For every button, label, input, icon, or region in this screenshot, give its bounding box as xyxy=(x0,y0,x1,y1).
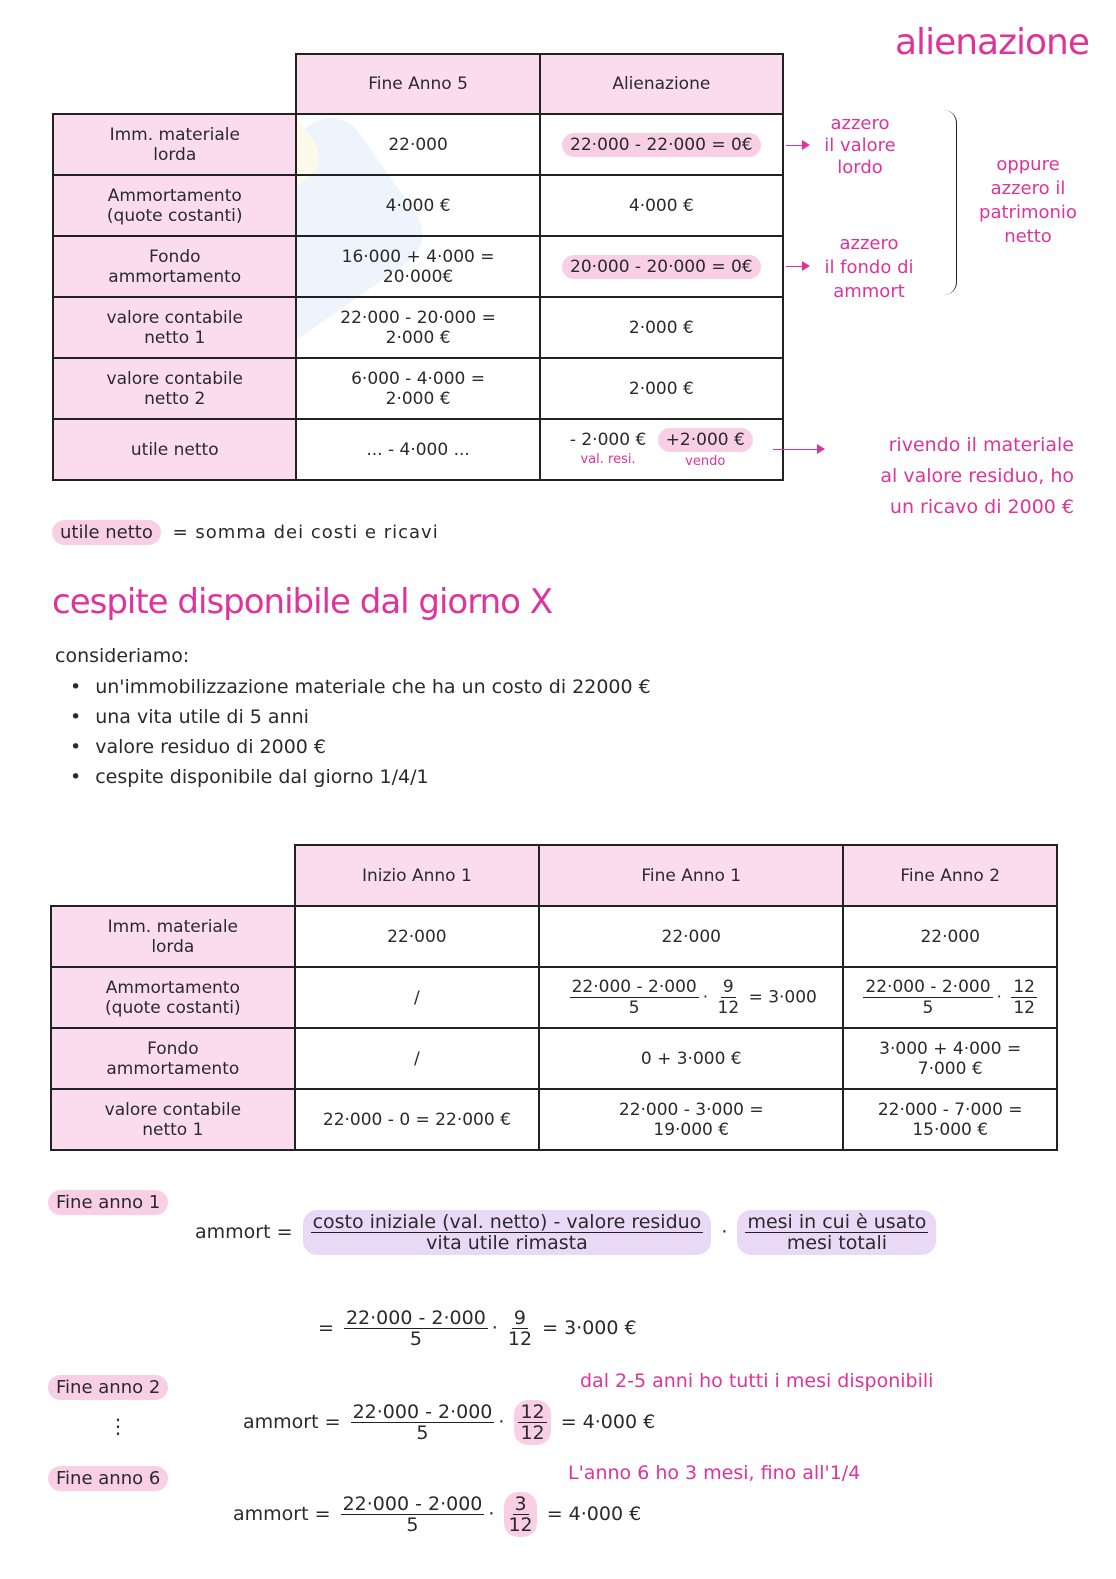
row-label: valore contabile netto 1 xyxy=(51,1089,295,1150)
cell-highlighted: 20·000 - 20·000 = 0€ xyxy=(540,236,783,297)
cell-fraction: $\frac{22\cdot 000 - 2\cdot 000}{5}$ · $\frac{12}{12}$ xyxy=(843,967,1057,1028)
cell: 0 + 3·000 € xyxy=(539,1028,843,1089)
cell: 22·000 xyxy=(843,906,1057,967)
cell-highlighted: 22·000 - 22·000 = 0€ xyxy=(540,114,783,175)
cell: 22·000 xyxy=(296,114,539,175)
note-azzero-lordo: azzero il valore lordo xyxy=(824,113,896,178)
cell: 6·000 - 4·000 = 2·000 € xyxy=(296,358,539,419)
calc-fine-anno-2: ammort = $\frac{22\cdot 000 - 2\cdot 000}{5}$ · $\frac{12}{12}$ = 4·000 € xyxy=(243,1401,656,1444)
cell: 16·000 + 4·000 = 20·000€ xyxy=(296,236,539,297)
row-label: valore contabile netto 2 xyxy=(53,358,296,419)
row-label: utile netto xyxy=(53,419,296,480)
arrow-icon xyxy=(786,145,808,146)
vertical-dots: ⋮ xyxy=(108,1414,128,1438)
col-header-alienazione: Alienazione xyxy=(540,54,783,114)
cell: 22·000 - 0 = 22·000 € xyxy=(295,1089,539,1150)
utile-definition: utile netto = somma dei costi e ricavi xyxy=(52,522,439,543)
list-item: • un'immobilizzazione materiale che ha un costo di 22000 € xyxy=(70,672,651,702)
cell: 22·000 - 7·000 = 15·000 € xyxy=(843,1089,1057,1150)
col-header-fine-anno-5: Fine Anno 5 xyxy=(296,54,539,114)
calc-fine-anno-6: ammort = $\frac{22\cdot 000 - 2\cdot 000}{5}$ · $\frac{3}{12}$ = 4·000 € xyxy=(233,1493,642,1536)
col-header-fine-anno-2: Fine Anno 2 xyxy=(843,845,1057,906)
brace-icon xyxy=(944,110,957,295)
cell: / xyxy=(295,967,539,1028)
list-item: • valore residuo di 2000 € xyxy=(70,732,651,762)
note-fine-anno-2: dal 2-5 anni ho tutti i mesi disponibili xyxy=(580,1370,934,1392)
row-label: Imm. materiale lorda xyxy=(53,114,296,175)
cell: 2·000 € xyxy=(540,358,783,419)
row-label: Ammortamento (quote costanti) xyxy=(51,967,295,1028)
cell: ... - 4·000 ... xyxy=(296,419,539,480)
label-fine-anno-6: Fine anno 6 xyxy=(48,1466,168,1491)
note-oppure: oppure azzero il patrimonio netto xyxy=(979,154,1077,247)
intro-text: consideriamo: xyxy=(55,645,190,667)
cell-utile-split: - 2·000 € val. resi. +2·000 € vendo xyxy=(540,419,783,480)
row-label: Ammortamento (quote costanti) xyxy=(53,175,296,236)
list-item: • una vita utile di 5 anni xyxy=(70,702,651,732)
row-label: Fondo ammortamento xyxy=(53,236,296,297)
section-title-alienazione: alienazione xyxy=(895,22,1089,63)
col-header-fine-anno-1: Fine Anno 1 xyxy=(539,845,843,906)
list-item: • cespite disponibile dal giorno 1/4/1 xyxy=(70,762,651,792)
section-title-cespite: cespite disponibile dal giorno X xyxy=(52,582,553,622)
note-fine-anno-6: L'anno 6 ho 3 mesi, fino all'1/4 xyxy=(568,1462,861,1484)
row-label: valore contabile netto 1 xyxy=(53,297,296,358)
cell: 22·000 - 20·000 = 2·000 € xyxy=(296,297,539,358)
cell: 4·000 € xyxy=(296,175,539,236)
label-fine-anno-2: Fine anno 2 xyxy=(48,1375,168,1400)
calc-fine-anno-1: = $\frac{22\cdot 000 - 2\cdot 000}{5}$ · $\frac{9}{12}$ = 3·000 € xyxy=(318,1307,637,1350)
row-label: Imm. materiale lorda xyxy=(51,906,295,967)
col-header-inizio-anno-1: Inizio Anno 1 xyxy=(295,845,539,906)
note-rivendo: rivendo il materiale al valore residuo, ho un ricavo di 2000 € xyxy=(880,434,1074,518)
note-azzero-fondo: azzero il fondo di ammort xyxy=(824,233,914,302)
cell: 22·000 xyxy=(539,906,843,967)
alienazione-table xyxy=(52,53,784,481)
general-formula: ammort = $\frac{\text{costo iniziale (val. netto) - valore residuo}}{\text{vita utile rimasta}}$ · $\frac{\text{mesi in cui è usato}}{\text{mesi totali}}$ xyxy=(195,1210,940,1255)
row-label: Fondo ammortamento xyxy=(51,1028,295,1089)
cell: 4·000 € xyxy=(540,175,783,236)
cell: 2·000 € xyxy=(540,297,783,358)
bullet-list xyxy=(70,672,651,792)
cell: 22·000 - 3·000 = 19·000 € xyxy=(539,1089,843,1150)
cespite-table xyxy=(50,844,1058,1151)
cell: / xyxy=(295,1028,539,1089)
arrow-icon xyxy=(786,266,808,267)
cell: 22·000 xyxy=(295,906,539,967)
arrow-icon xyxy=(773,449,823,450)
label-fine-anno-1: Fine anno 1 xyxy=(48,1190,168,1215)
cell: 3·000 + 4·000 = 7·000 € xyxy=(843,1028,1057,1089)
cell-fraction: $\frac{22\cdot 000 - 2\cdot 000}{5}$ · $\frac{9}{12}$ = 3·000 xyxy=(539,967,843,1028)
